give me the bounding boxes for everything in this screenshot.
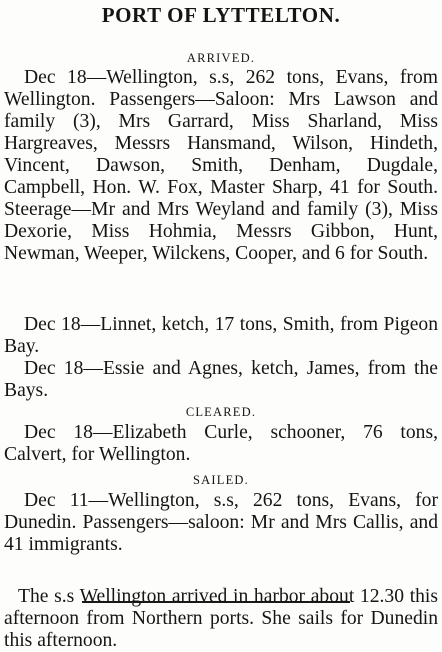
entry-wellington-sailed: Dec 11—Wellington, s.s, 262 tons, Evans, for Dunedin. Passengers—saloon: Mr and Mrs Callis, and 41 immigrants.	[4, 490, 438, 555]
entry-wellington-arrived: Dec 18—Wellington, s.s, 262 tons, Evans, from Wellington. Passengers—Saloon: Mrs Lawson and family (3), Mrs Garrard, Miss Sharland, Miss Hargreaves, Messrs Hansmand, Wilson, Hindeth, Vincent, Dawson, Smith, Denham, Dugdale, Campbell, Hon. W. Fox, Master Sharp, 41 for South. Steerage—Mr and Mrs Weyland and family (3), Miss Dexorie, Miss Hohmia, Messrs Gibbon, Hunt, Newman, Weeper, Wilckens, Cooper, and 6 for South.	[4, 67, 438, 264]
notice-paragraph: The s.s Wellington arrived in harbor about 12.30 this afternoon from Northern ports. She sails for Dunedin this afternoon.	[4, 586, 438, 651]
section-heading-arrived: ARRIVED.	[186, 51, 256, 65]
page-title: PORT OF LYTTELTON.	[101, 3, 341, 27]
section-heading-sailed: SAILED.	[193, 473, 249, 487]
entry-essie-and-agnes: Dec 18—Essie and Agnes, ketch, James, from the Bays.	[4, 358, 438, 401]
entry-elizabeth-curle: Dec 18—Elizabeth Curle, schooner, 76 tons, Calvert, for Wellington.	[4, 422, 438, 465]
entry-linnet: Dec 18—Linnet, ketch, 17 tons, Smith, from Pigeon Bay.	[4, 314, 438, 357]
section-heading-cleared: CLEARED.	[185, 405, 257, 419]
